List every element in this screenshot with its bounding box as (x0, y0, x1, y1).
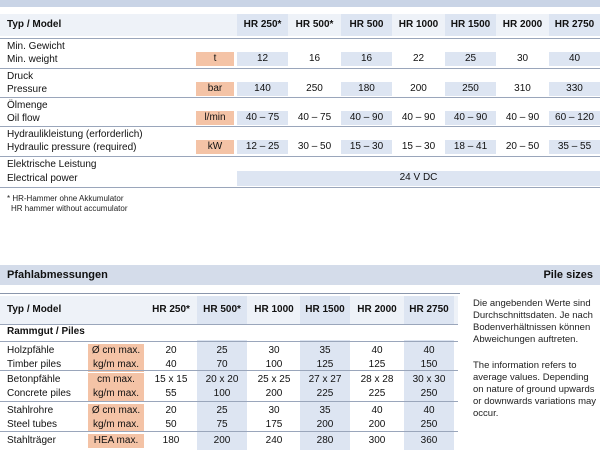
table2-value: 125 (316, 359, 334, 370)
table2-value: 360 (420, 435, 438, 446)
table2-value: 50 (165, 419, 177, 430)
table2-value: 25 (216, 345, 228, 356)
table1-value: 18 – 41 (445, 140, 496, 154)
table1-value: 250 (445, 82, 496, 96)
pile-label: Stahlrohre (7, 405, 54, 416)
table2-value: 40 (423, 345, 435, 356)
unit-badge: l/min (196, 111, 234, 125)
table1-value: 40 – 90 (445, 111, 496, 125)
table2-model-header: HR 250* (152, 304, 190, 315)
table2-value: 100 (265, 359, 283, 370)
table2-value: 150 (420, 359, 438, 370)
table1-value: 330 (549, 82, 600, 96)
table1-value: 20 – 50 (505, 141, 540, 152)
table2-value: 35 (319, 405, 331, 416)
table2-value: 70 (216, 359, 228, 370)
table2-value: 225 (368, 388, 386, 399)
table2-value: 200 (316, 419, 334, 430)
table2-value: 25 x 25 (257, 374, 291, 385)
table2-value: 20 x 20 (205, 374, 239, 385)
band-title-en: Pile sizes (543, 269, 593, 281)
row-divider (0, 68, 600, 69)
table1-value: 40 – 75 (297, 112, 332, 123)
table2-value: 27 x 27 (308, 374, 342, 385)
pile-label: Concrete piles (7, 388, 71, 399)
unit-badge: cm max. (88, 373, 144, 387)
table1-value: 25 (445, 52, 496, 66)
row-label-de: Min. Gewicht (7, 41, 65, 52)
row-divider (0, 187, 600, 188)
table2-value: 40 (371, 345, 383, 356)
row-label-en: Oil flow (7, 113, 40, 124)
table1-value: 30 (516, 53, 529, 64)
table2-value: 40 (371, 405, 383, 416)
row-divider (0, 431, 458, 432)
table2-value: 20 (165, 405, 177, 416)
table2-value: 30 (268, 405, 280, 416)
table2-model-header: HR 2750 (404, 296, 454, 324)
table2-value: 250 (420, 419, 438, 430)
table2-value: 100 (213, 388, 231, 399)
row-label-de: Druck (7, 71, 34, 82)
table1-value: 200 (410, 83, 427, 94)
table1-value: 40 (549, 52, 600, 66)
table1-model-header: HR 2000 (502, 19, 543, 30)
unit-badge: kW (196, 140, 234, 154)
unit-badge: t (196, 52, 234, 66)
top-bar (0, 0, 600, 7)
note-de: Die angebenden Werte sind Durchschnittsdaten. Je nach Bodenverhältnissen können Abweichungen auftreten. (473, 298, 593, 345)
row-divider (0, 341, 458, 342)
table2-value: 240 (265, 435, 283, 446)
table1-value: 22 (412, 53, 425, 64)
unit-badge: kg/m max. (88, 418, 144, 432)
table1-model-header: HR 2750 (549, 14, 600, 36)
table2-value: 225 (316, 388, 334, 399)
row-label-de: Ölmenge (7, 100, 48, 111)
table2-value: 300 (368, 435, 386, 446)
row-label-de: Hydraulikleistung (erforderlich) (7, 129, 143, 140)
table2-model-header: HR 1500 (300, 296, 350, 324)
table2-value: 280 (316, 435, 334, 446)
table2-model-header: HR 500* (197, 296, 247, 324)
unit-badge: Ø cm max. (88, 344, 144, 358)
unit-badge: Ø cm max. (88, 404, 144, 418)
pile-label: Betonpfähle (7, 374, 61, 385)
pile-label: Timber piles (7, 359, 62, 370)
section-band (0, 265, 600, 285)
table1-value: 140 (237, 82, 288, 96)
table1-value: 40 – 75 (237, 111, 288, 125)
table1-value: 40 – 90 (341, 111, 392, 125)
table1-model-header: HR 500* (295, 19, 334, 30)
table2-value: 35 (319, 345, 331, 356)
table2-value: 40 (165, 359, 177, 370)
table2-value: 40 (423, 405, 435, 416)
table1-value: 40 – 90 (505, 112, 540, 123)
row-label-en: Pressure (7, 84, 48, 95)
row-divider (0, 401, 458, 402)
table1-value: 60 – 120 (549, 111, 600, 125)
table1-value: 15 – 30 (341, 140, 392, 154)
table2-value: 28 x 28 (360, 374, 394, 385)
row-label-en: Hydraulic pressure (required) (7, 142, 137, 153)
row-label-de: Elektrische Leistung (7, 159, 97, 170)
table2-value: 200 (213, 435, 231, 446)
row-divider (0, 156, 600, 157)
table1-value: 15 – 30 (401, 141, 436, 152)
row-divider (0, 38, 600, 39)
unit-badge: kg/m max. (88, 387, 144, 401)
table2-value: 200 (265, 388, 283, 399)
table2-value: 30 x 30 (412, 374, 446, 385)
table1-value: 35 – 55 (549, 140, 600, 154)
row-divider (0, 324, 458, 325)
unit-badge: bar (196, 82, 234, 96)
pile-label: Stahlträger (7, 435, 56, 446)
table1-model-header: HR 250* (237, 14, 288, 36)
table1-value: 16 (308, 53, 321, 64)
table2-value: 180 (162, 435, 180, 446)
unit-badge: kg/m max. (88, 358, 144, 372)
table2-top-rule (0, 293, 460, 294)
table1-model-header: HR 1500 (445, 14, 496, 36)
table1-model-header: HR 500 (341, 14, 392, 36)
table2-value: 55 (165, 388, 177, 399)
row-label-en: Min. weight (7, 54, 58, 65)
table2-value: 25 (216, 405, 228, 416)
table1-value: 40 – 90 (401, 112, 436, 123)
row-divider (0, 126, 600, 127)
table2-value: 30 (268, 345, 280, 356)
table2-value: 200 (368, 419, 386, 430)
row-divider (0, 370, 458, 371)
band-title-de: Pfahlabmessungen (7, 269, 108, 281)
table2-value: 125 (368, 359, 386, 370)
unit-badge: HEA max. (88, 434, 144, 448)
row-divider (0, 97, 600, 98)
table2-value: 175 (265, 419, 283, 430)
table1-value: 12 – 25 (237, 140, 288, 154)
table2-value: 20 (165, 345, 177, 356)
row-label-en: Electrical power (7, 173, 78, 184)
table2-value: 75 (216, 419, 228, 430)
footnote-de: * HR-Hammer ohne Akkumulator (7, 194, 124, 203)
table2-model-header: HR 1000 (254, 304, 294, 315)
table2-section: Rammgut / Piles (7, 326, 85, 337)
table1-title: Typ / Model (7, 19, 62, 30)
footnote-en: HR hammer without accumulator (11, 204, 128, 213)
pile-label: Steel tubes (7, 419, 58, 430)
pile-label: Holzpfähle (7, 345, 55, 356)
table1-value: 30 – 50 (297, 141, 332, 152)
table1-value: 12 (237, 52, 288, 66)
table1-value: 180 (341, 82, 392, 96)
table2-model-header: HR 2000 (357, 304, 397, 315)
note-en: The information refers to average values. Depending on nature of ground upwards or downwards variations may occur. (473, 360, 597, 419)
electrical-value: 24 V DC (237, 171, 600, 186)
table1-model-header: HR 1000 (398, 19, 439, 30)
table2-title: Typ / Model (7, 304, 62, 315)
table1-value: 16 (341, 52, 392, 66)
table2-value: 15 x 15 (154, 374, 188, 385)
table1-value: 310 (514, 83, 531, 94)
table1-value: 250 (306, 83, 323, 94)
table2-value: 250 (420, 388, 438, 399)
